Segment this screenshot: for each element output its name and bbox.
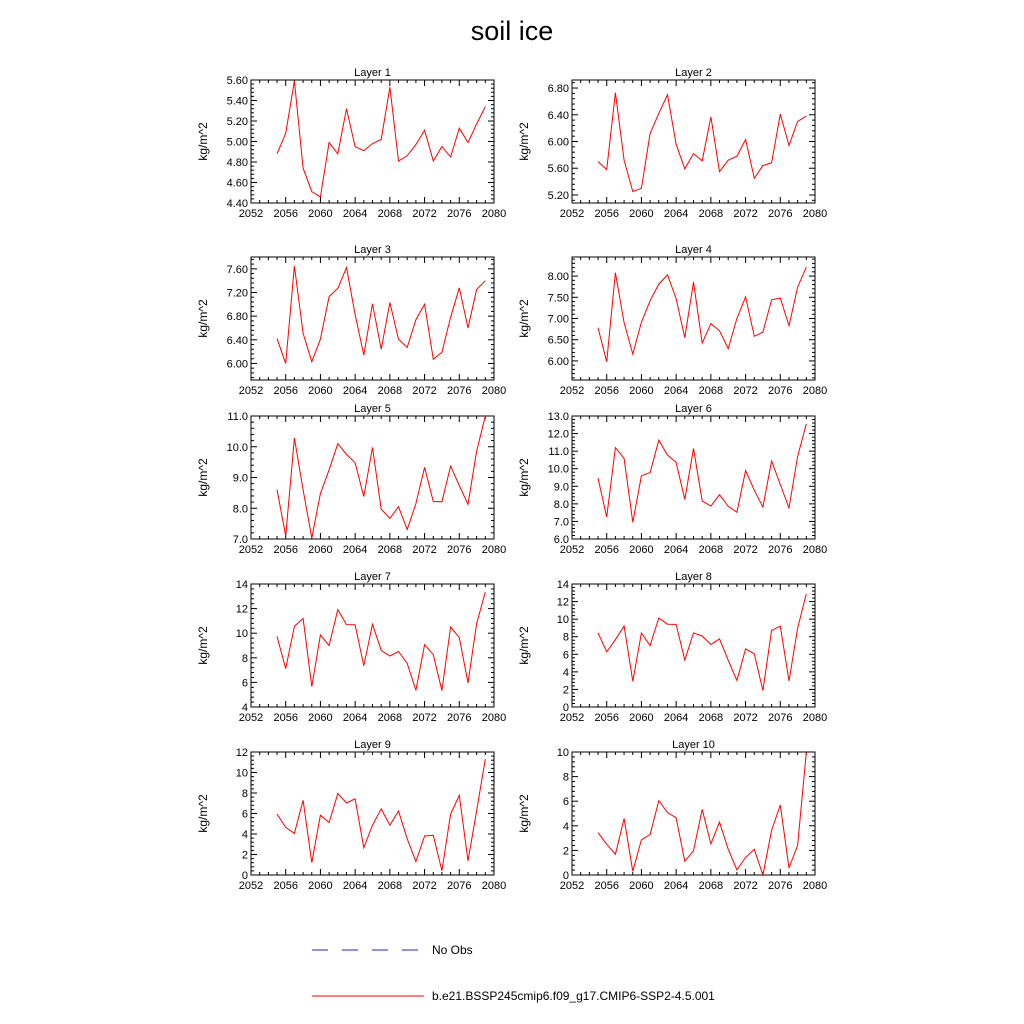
x-tick-label: 2064 <box>342 880 368 892</box>
y-tick-label: 10 <box>235 767 248 780</box>
x-tick-label: 2052 <box>559 880 585 892</box>
y-tick-label: 10.0 <box>226 441 248 454</box>
y-tick-label: 7.50 <box>547 292 569 305</box>
x-tick-label: 2064 <box>663 385 689 397</box>
x-tick-label: 2076 <box>447 544 472 556</box>
x-tick-label: 2072 <box>733 385 758 397</box>
x-tick-label: 2068 <box>698 880 724 892</box>
x-tick-label: 2080 <box>481 712 507 724</box>
panel-title: Layer 3 <box>354 244 391 256</box>
series-line <box>277 592 485 691</box>
chart-panel-9 <box>196 739 506 892</box>
y-tick-label: 4 <box>562 666 569 679</box>
legend-label-model: b.e21.BSSP245cmip6.f09_g17.CMIP6-SSP2-4.5.001 <box>432 989 715 1003</box>
y-axis-label: kg/m^2 <box>196 626 210 665</box>
x-tick-label: 2056 <box>594 385 619 397</box>
x-tick-label: 2052 <box>559 208 585 220</box>
y-tick-label: 7.20 <box>226 287 248 300</box>
x-tick-label: 2060 <box>629 712 654 724</box>
x-tick-label: 2072 <box>733 712 758 724</box>
y-tick-label: 6.80 <box>226 311 248 324</box>
legend-label-no-obs: No Obs <box>432 943 473 957</box>
y-tick-label: 7.0 <box>232 534 248 546</box>
x-tick-label: 2052 <box>238 208 264 220</box>
series-line <box>598 93 806 192</box>
panel-title: Layer 4 <box>675 244 712 256</box>
y-tick-label: 7.00 <box>547 313 569 326</box>
x-tick-label: 2080 <box>802 712 828 724</box>
plot-frame <box>251 584 494 707</box>
x-tick-label: 2056 <box>594 208 619 220</box>
x-tick-label: 2064 <box>663 880 689 892</box>
x-tick-label: 2060 <box>308 712 333 724</box>
chart-panel-6 <box>517 403 827 556</box>
panel-title: Layer 6 <box>675 403 712 415</box>
series-line <box>598 424 806 522</box>
y-tick-label: 4.40 <box>226 198 248 210</box>
y-axis-label: kg/m^2 <box>517 458 531 497</box>
x-tick-label: 2052 <box>559 385 585 397</box>
chart-panel-10 <box>517 739 827 892</box>
x-tick-label: 2060 <box>308 544 333 556</box>
chart-panel-2 <box>517 67 827 220</box>
x-tick-label: 2080 <box>802 208 828 220</box>
y-tick-label: 12 <box>235 603 248 616</box>
x-tick-label: 2072 <box>733 208 758 220</box>
y-tick-label: 7.0 <box>553 516 569 529</box>
x-tick-label: 2060 <box>629 208 654 220</box>
x-tick-label: 2076 <box>768 880 793 892</box>
panel-title: Layer 7 <box>354 571 391 583</box>
y-tick-label: 8 <box>562 771 569 784</box>
y-tick-label: 4.60 <box>226 177 248 190</box>
x-tick-label: 2080 <box>802 544 828 556</box>
x-tick-label: 2072 <box>412 544 437 556</box>
x-tick-label: 2072 <box>412 208 437 220</box>
x-tick-label: 2076 <box>447 712 472 724</box>
x-tick-label: 2056 <box>273 385 298 397</box>
legend <box>312 943 715 1003</box>
x-tick-label: 2064 <box>342 712 368 724</box>
x-tick-label: 2068 <box>698 208 724 220</box>
series-line <box>277 416 485 538</box>
x-tick-label: 2060 <box>308 208 333 220</box>
panel-title: Layer 2 <box>675 67 712 79</box>
x-tick-label: 2068 <box>698 712 724 724</box>
y-tick-label: 8 <box>562 631 569 644</box>
x-tick-label: 2076 <box>768 712 793 724</box>
y-tick-label: 8.00 <box>547 271 569 284</box>
x-tick-label: 2060 <box>629 544 654 556</box>
y-axis-label: kg/m^2 <box>196 299 210 338</box>
y-tick-label: 6.80 <box>547 83 569 96</box>
x-tick-label: 2072 <box>412 385 437 397</box>
x-tick-label: 2052 <box>238 544 264 556</box>
chart-panel-4 <box>517 244 827 397</box>
x-tick-label: 2068 <box>698 385 724 397</box>
x-tick-label: 2056 <box>594 880 619 892</box>
plot-frame <box>572 416 815 539</box>
x-tick-label: 2072 <box>412 880 437 892</box>
x-tick-label: 2076 <box>768 385 793 397</box>
x-tick-label: 2072 <box>412 712 437 724</box>
y-tick-label: 6 <box>241 808 248 821</box>
y-tick-label: 6 <box>562 796 569 809</box>
panel-title: Layer 9 <box>354 739 391 751</box>
x-tick-label: 2080 <box>481 544 507 556</box>
y-axis-label: kg/m^2 <box>517 122 531 161</box>
y-tick-label: 6.00 <box>226 358 248 371</box>
y-axis-label: kg/m^2 <box>196 122 210 161</box>
y-tick-label: 6.40 <box>547 109 569 122</box>
y-tick-label: 8.0 <box>232 503 248 516</box>
y-tick-label: 4 <box>241 702 248 714</box>
y-tick-label: 6.40 <box>226 334 248 347</box>
y-tick-label: 5.60 <box>547 163 569 176</box>
x-tick-label: 2064 <box>663 712 689 724</box>
x-tick-label: 2052 <box>238 385 264 397</box>
plot-frame <box>251 752 494 875</box>
x-tick-label: 2076 <box>768 544 793 556</box>
y-tick-label: 6.00 <box>547 355 569 368</box>
y-tick-label: 0 <box>562 702 569 714</box>
plot-frame <box>572 80 815 203</box>
y-tick-label: 5.60 <box>226 75 248 87</box>
x-tick-label: 2056 <box>273 208 298 220</box>
y-tick-label: 5.40 <box>226 95 248 108</box>
series-line <box>598 594 806 691</box>
plot-frame <box>572 752 815 875</box>
x-tick-label: 2064 <box>342 544 368 556</box>
x-tick-label: 2072 <box>733 544 758 556</box>
x-tick-label: 2080 <box>481 385 507 397</box>
panel-title: Layer 10 <box>672 739 715 751</box>
y-tick-label: 5.00 <box>226 136 248 149</box>
plot-frame <box>572 257 815 380</box>
y-tick-label: 8 <box>241 652 248 665</box>
x-tick-label: 2052 <box>238 712 264 724</box>
panel-title: Layer 1 <box>354 67 391 79</box>
x-tick-label: 2068 <box>377 880 403 892</box>
x-tick-label: 2068 <box>377 385 403 397</box>
chart-panel-8 <box>517 571 827 724</box>
series-line <box>277 81 485 197</box>
y-tick-label: 12 <box>556 596 569 609</box>
chart-panel-5 <box>196 403 506 556</box>
y-tick-label: 8.0 <box>553 498 569 511</box>
y-tick-label: 6.50 <box>547 334 569 347</box>
x-tick-label: 2076 <box>447 208 472 220</box>
y-tick-label: 0 <box>562 870 569 882</box>
y-tick-label: 0 <box>241 870 248 882</box>
y-tick-label: 10.0 <box>547 463 569 476</box>
x-tick-label: 2076 <box>768 208 793 220</box>
y-tick-label: 11.0 <box>548 446 569 459</box>
x-tick-label: 2064 <box>342 385 368 397</box>
chart-title: soil ice <box>470 16 554 46</box>
panel-title: Layer 5 <box>354 403 391 415</box>
y-tick-label: 14 <box>235 579 248 591</box>
y-tick-label: 5.20 <box>226 116 248 128</box>
y-tick-label: 5.20 <box>547 189 569 202</box>
y-axis-label: kg/m^2 <box>196 794 210 833</box>
chart-panel-1 <box>196 67 506 220</box>
y-tick-label: 2 <box>562 845 569 858</box>
plot-frame <box>251 80 494 203</box>
x-tick-label: 2056 <box>273 712 298 724</box>
x-tick-label: 2080 <box>481 208 507 220</box>
y-axis-label: kg/m^2 <box>517 626 531 665</box>
x-tick-label: 2056 <box>594 544 619 556</box>
x-tick-label: 2056 <box>273 880 298 892</box>
x-tick-label: 2072 <box>733 880 758 892</box>
x-tick-label: 2064 <box>342 208 368 220</box>
chart-panel-3 <box>196 244 506 397</box>
x-tick-label: 2060 <box>308 880 333 892</box>
y-tick-label: 6.0 <box>553 534 569 546</box>
x-tick-label: 2060 <box>629 385 654 397</box>
x-tick-label: 2080 <box>802 385 828 397</box>
y-axis-label: kg/m^2 <box>196 458 210 497</box>
x-tick-label: 2080 <box>802 880 828 892</box>
y-tick-label: 10 <box>556 747 569 759</box>
x-tick-label: 2056 <box>594 712 619 724</box>
series-line <box>277 266 485 364</box>
plot-frame <box>572 584 815 707</box>
panel-title: Layer 8 <box>675 571 712 583</box>
x-tick-label: 2056 <box>273 544 298 556</box>
x-tick-label: 2064 <box>663 544 689 556</box>
x-tick-label: 2052 <box>238 880 264 892</box>
chart-panel-7 <box>196 571 506 724</box>
y-tick-label: 9.0 <box>232 472 248 485</box>
x-tick-label: 2064 <box>663 208 689 220</box>
y-tick-label: 12.0 <box>547 428 569 441</box>
x-tick-label: 2060 <box>629 880 654 892</box>
y-tick-label: 13.0 <box>547 411 569 423</box>
y-tick-label: 4 <box>241 829 248 841</box>
x-tick-label: 2080 <box>481 880 507 892</box>
y-tick-label: 12 <box>235 747 248 759</box>
y-tick-label: 8 <box>241 788 248 800</box>
y-tick-label: 2 <box>241 849 248 862</box>
y-axis-label: kg/m^2 <box>517 794 531 833</box>
plot-frame <box>251 257 494 380</box>
y-tick-label: 14 <box>556 579 569 591</box>
x-tick-label: 2068 <box>377 208 403 220</box>
x-tick-label: 2076 <box>447 385 472 397</box>
y-tick-label: 2 <box>562 684 569 697</box>
y-tick-label: 11.0 <box>227 411 248 423</box>
y-tick-label: 6 <box>562 649 569 662</box>
series-line <box>598 752 806 875</box>
x-tick-label: 2060 <box>308 385 333 397</box>
series-line <box>277 759 485 871</box>
x-tick-label: 2068 <box>377 712 403 724</box>
x-tick-label: 2076 <box>447 880 472 892</box>
y-tick-label: 6 <box>241 677 248 690</box>
y-tick-label: 4 <box>562 820 569 833</box>
y-tick-label: 4.80 <box>226 157 248 169</box>
y-tick-label: 9.0 <box>553 481 569 494</box>
y-axis-label: kg/m^2 <box>517 299 531 338</box>
x-tick-label: 2068 <box>377 544 403 556</box>
x-tick-label: 2068 <box>698 544 724 556</box>
series-line <box>598 267 806 362</box>
y-tick-label: 7.60 <box>226 263 248 276</box>
x-tick-label: 2052 <box>559 544 585 556</box>
y-tick-label: 10 <box>235 628 248 641</box>
y-tick-label: 6.00 <box>547 136 569 149</box>
x-tick-label: 2052 <box>559 712 585 724</box>
y-tick-label: 10 <box>556 614 569 627</box>
